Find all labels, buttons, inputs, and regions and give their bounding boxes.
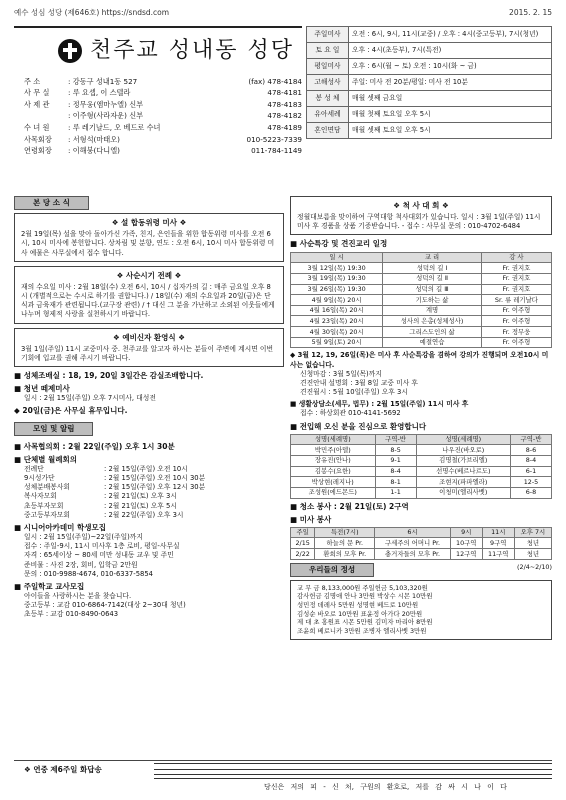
staff-list	[14, 76, 302, 157]
list-item: 전례단 : 2월 15일(주일) 오전 10시	[24, 464, 188, 473]
table-row: 주일미사 오전 : 6시, 9시, 11시(교중) / 오후 : 4시(중고등부), 7시(청년)	[307, 27, 552, 43]
staff-row: 주 소 : 강동구 성내1동 527 (fax) 478-4184	[24, 76, 302, 86]
list-item: 제 대 초 홍원표 시몬 5만원 김미자 마리아 8만원	[297, 618, 433, 627]
list-item: 접수 : 주일-9시, 11시 미사후 1층 로비, 평일-사무실	[24, 542, 180, 551]
mass-schedule-table	[306, 26, 552, 139]
table-row: 평일미사 오후 : 6시(월 ~ 토) 오전 : 10시(화 ~ 금)	[307, 59, 552, 75]
list-item: ■ 청년 떼제미사	[14, 384, 70, 394]
list-item: 접수 : 하상회관 010-4141-5692	[300, 409, 401, 418]
table-row: 토 요 일 오후 : 4시(초등부), 7시(특전)	[307, 43, 552, 59]
list-item: ■ 주일학교 교사모집	[14, 581, 85, 591]
staff-row: : 이주형(사라자운) 신부 478-4182	[68, 111, 302, 121]
list-item: ■ 미사 봉사	[290, 514, 332, 524]
table-row: 혼인면담 매월 셋째 토요일 오후 5시	[307, 123, 552, 139]
list-item: 초등부자모회 : 2월 21일(토) 오후 5시	[24, 501, 177, 510]
table-row: 조성원(에드몬드) 1-1 이청미(엘리사벳) 6-8	[291, 487, 552, 498]
section-header-meetings: 모임 및 알림	[14, 422, 93, 436]
list-item: 9시성가단 : 2월 15일(주일) 오전 10시 30분	[24, 474, 206, 483]
table-row: 3월 19일(목) 19:30 성덕의 길 Ⅱ Fr. 권지호	[291, 273, 552, 284]
list-item: 문의 : 010-9988-4674, 010-6337-5854	[24, 569, 154, 578]
table-row: 장유진(안나) 9-1 김명철(가브리엘) 8-4	[291, 455, 552, 466]
list-item: 김성순 바오로 10만원 표윤정 아가다 20만원	[297, 609, 423, 618]
staff-row: 사 제 관 : 정무웅(엠마누엘) 신부 478-4183	[24, 99, 302, 109]
list-item: ■ 성체조배실 : 18, 19, 20일 3일간은 감실조배합니다.	[14, 371, 204, 381]
welcome-title: ■ 전입해 오신 분을 진심으로 환영합니다	[290, 421, 427, 431]
table-row: 2/22 환희의 모후 Pr. 충거자들의 모후 Pr. 12구역 11구역 청년	[291, 549, 552, 560]
table-row: 5월 9일(토) 20시 예절연습 Fr. 이주형	[291, 337, 552, 348]
list-item: 일시 : 2월 15일(주일)~22일(주일)까지	[24, 533, 143, 542]
table-row: 4월 30일(목) 20시 그리스도인의 삶 Fr. 정무웅	[291, 327, 552, 338]
serve-table: 주일 특전(7시) 6시 9시 11시 오후 7시 2/15 하늘의 문 Pr. 구세주의 어머니 Pr. 10구역 9구역 청년 2/22 환희의 모후 Pr. 충거자들의 모후 Pr. 12구역 11구역 청년	[290, 527, 552, 560]
cross-logo-icon	[58, 39, 82, 63]
notice-box-lent: ❖ 사순시기 전례 ❖ 재의 수요일 미사 : 2월 18일(수) 오전 6시, 10시 / 십자가의 길 : 매주 금요일 오후 8시 (개별적으로는 수시로 하기를 권합니다.) / 18일(수) 재의 수요일과 20일(금)은 단식과 금육재가 관련됩니다.(교구장 관련) / † 대신 그 분을 가난하고 소외된 이웃들에게 나누며 형제적 사랑을 실천하시기 바랍니다.	[14, 266, 284, 324]
church-title: 천주교 성내동 성당	[90, 38, 295, 63]
list-item: ■ 청소 봉사 : 2월 21일(토) 2구역	[290, 501, 409, 511]
psalm-label: ❖ 연중 제6주일 화답송	[24, 765, 102, 774]
table-row: 3월 12일(목) 19:30 성덕의 길 Ⅰ Fr. 권지호	[291, 263, 552, 274]
list-item: 아이들을 사랑하시는 분을 찾습니다.	[24, 592, 132, 601]
psalm-score	[14, 760, 552, 794]
right-column	[290, 196, 552, 644]
notice-box-catechumen: ❖ 예비신자 환영식 ❖ 3월 1일(주일) 11시 교중미사 중. 천주교를 알고자 하시는 분들이 주변에 계시면 이번 기회에 입교를 권해 주시기 바랍니다.	[14, 328, 284, 367]
staff-row: 사 무 실 : 루 요셉, 이 스텔라 478-4181	[24, 88, 302, 98]
list-item: 조윤희 베로니카 3만원 조병자 엘리사벳 3만원	[297, 627, 427, 636]
table-row: 봉 성 체 매월 셋째 금요일	[307, 91, 552, 107]
offering-header: 우리들의 정성	[290, 563, 374, 577]
list-item: 준비물 : 사진 2장, 회비, 입학금 2만원	[24, 560, 138, 569]
list-item: ◆ 20일(금)은 사무실 휴무입니다.	[14, 406, 128, 416]
list-item: ■ 생활상담소(세무, 법무) : 2월 15일(주일) 11시 미사 후	[290, 400, 469, 409]
list-item: 일시 : 2월 15일(주일) 오후 7시미사, 대성전	[24, 394, 156, 403]
list-item: ■ 사목협의회 : 2월 22일(주일) 오후 1시 30분	[14, 441, 175, 451]
welcome-table: 성명(세례명) 구역-반 성명(세례명) 구역-반 박민주(아델) 8-5 나우진(바오로) 8-6 장유진(안나) 9-1 김명철(가브리엘) 8-4 김봉수(요한) 8-4 선명수(베르나르도) 6-1 박상현(레지나) 8-1 조현지(파파엘라) 12-5 조성원(에드몬드) 1-1 이청미(엘리사벳) 6-8	[290, 434, 552, 499]
list-item: ■ 단체별 월례회의	[14, 454, 78, 464]
list-item: 성민정 데레사 5만원 성명현 베드로 10만원	[297, 601, 419, 610]
table-row: 고해성사 주일: 미사 전 20분/평일: 미사 전 10분	[307, 75, 552, 91]
list-item: 견진월시 : 5월 10일(주일) 오후 3시	[300, 388, 408, 397]
table-row: 유아세례 매월 첫째 토요일 오후 5시	[307, 107, 552, 123]
psalm-lyrics: 당신은 저의 피 - 신 처, 구원의 환호로, 저를 감 싸 시 나 이 다	[264, 783, 507, 791]
table-row: 박상현(레지나) 8-1 조현지(파파엘라) 12-5	[291, 477, 552, 488]
table-row: 4월 9일(목) 20시 기도하는 삶 Sr. 류 레기날다	[291, 295, 552, 306]
list-item: 중고등부자모회 : 2월 22일(주일) 오후 3시	[24, 510, 184, 519]
section-header-news: 본 당 소 식	[14, 196, 89, 210]
table-row: 2/15 하늘의 문 Pr. 구세주의 어머니 Pr. 10구역 9구역 청년	[291, 538, 552, 549]
list-item: 자격 : 65세이상 ~ 80세 미만 성내동 교우 및 주민	[24, 551, 174, 560]
lent-title: ■ 사순특강 및 견진교리 일정	[290, 239, 388, 249]
list-item: 견진안내 설명회 : 3월 8일 교중 미사 후	[300, 378, 418, 387]
table-row: 김봉수(요한) 8-4 선명수(베르나르도) 6-1	[291, 466, 552, 477]
music-staff-icon	[154, 763, 552, 779]
list-item: ◆ 3월 12, 19, 26일(목)은 미사 후 사순특강을 겸하여 강의가 진행되며 오전10시 미사는 없습니다.	[290, 351, 549, 369]
staff-row: 연령회장 : 이해붕(다니엘) 011-784-1149	[24, 146, 302, 156]
staff-row: 사목회장 : 서형석(마태오) 010-5223-7339	[24, 134, 302, 144]
notice-box-yut: ❖ 척 사 대 회 ❖ 정월대보름을 맞이하여 구역대항 척사대회가 있습니다. 일시 : 3월 1일(주일) 11시 미사 후 경품을 상품 기증받습니다. - 접수 : 사무실 문의 : 010-4702-6484	[290, 196, 552, 235]
left-column	[14, 196, 284, 620]
header-bar	[14, 8, 552, 20]
list-item: 복사자모회 : 2월 21일(토) 오후 3시	[24, 492, 177, 501]
offering-period: (2/4~2/10)	[517, 562, 552, 571]
header-date: 2015. 2. 15	[509, 8, 552, 17]
staff-row: 수 녀 원 : 루 레기날드, 오 베드로 수녀 478-4189	[24, 123, 302, 132]
list-item: 초등부 : 교감 010-8490-0643	[24, 610, 119, 619]
list-item: ■ 시니어아카데미 학생모집	[14, 523, 107, 532]
table-row: 4월 23일(목) 20시 성사의 은총(성체성사) Fr. 이주형	[291, 316, 552, 327]
lent-table: 일 시 교 리 강 사 3월 12일(목) 19:30 성덕의 길 Ⅰ Fr. 권지호 3월 19일(목) 19:30 성덕의 길 Ⅱ Fr. 권지호 3월 26일(목) 19:30 성덕의 길 Ⅲ Fr. 권지호 4월 9일(목) 20시 기도하는 삶 Sr. 류 레기날다 4월 16일(목) 20시 계명 Fr. 이주형 4월 23일(목) 20시 성사의 은총(성체성사) Fr. 이주형 4월 30일(목) 20시 그리스도인의 삶 Fr. 정무웅 5월 9일(토) 20시 예절연습 Fr. 이주형	[290, 252, 552, 349]
list-item: 신청마감 : 3월 5일(목)까지	[300, 369, 382, 378]
table-row: 4월 16일(목) 20시 계명 Fr. 이주형	[291, 305, 552, 316]
list-item: 감사헌금 김명애 안나 3만원 박상수 시몬 10만원	[297, 592, 433, 601]
list-item: 중고등부 : 교감 010-6864-7142(대상 2~30대 청년)	[24, 601, 186, 610]
offering-box	[290, 580, 552, 640]
header-left: 예수 성심 성당 (제646호) https://sndsd.com	[14, 8, 170, 17]
table-row: 박민주(아델) 8-5 나우진(바오로) 8-6	[291, 445, 552, 456]
list-item: 교 무 금 8,133,000원 주일헌금 5,103,320원	[297, 583, 428, 592]
notice-box-memorial: ❖ 설 합동위령 미사 ❖ 2월 19일(목) 설을 맞아 돌아가신 가족, 친지, 은인들을 위한 합동위령 미사를 오전 6시, 10시 미사에 봉헌합니다. 상차림 및 분향, 연도 : 오전 6시, 10시 미사 합동위령 미사 예물은 사무실에서 접수 합니다.	[14, 213, 284, 262]
table-row: 3월 26일(목) 19:30 성덕의 길 Ⅲ Fr. 권지호	[291, 284, 552, 295]
masthead	[14, 26, 302, 176]
list-item: 성체분배봉사회 : 2월 15일(주일) 오후 12시 30분	[24, 483, 206, 492]
